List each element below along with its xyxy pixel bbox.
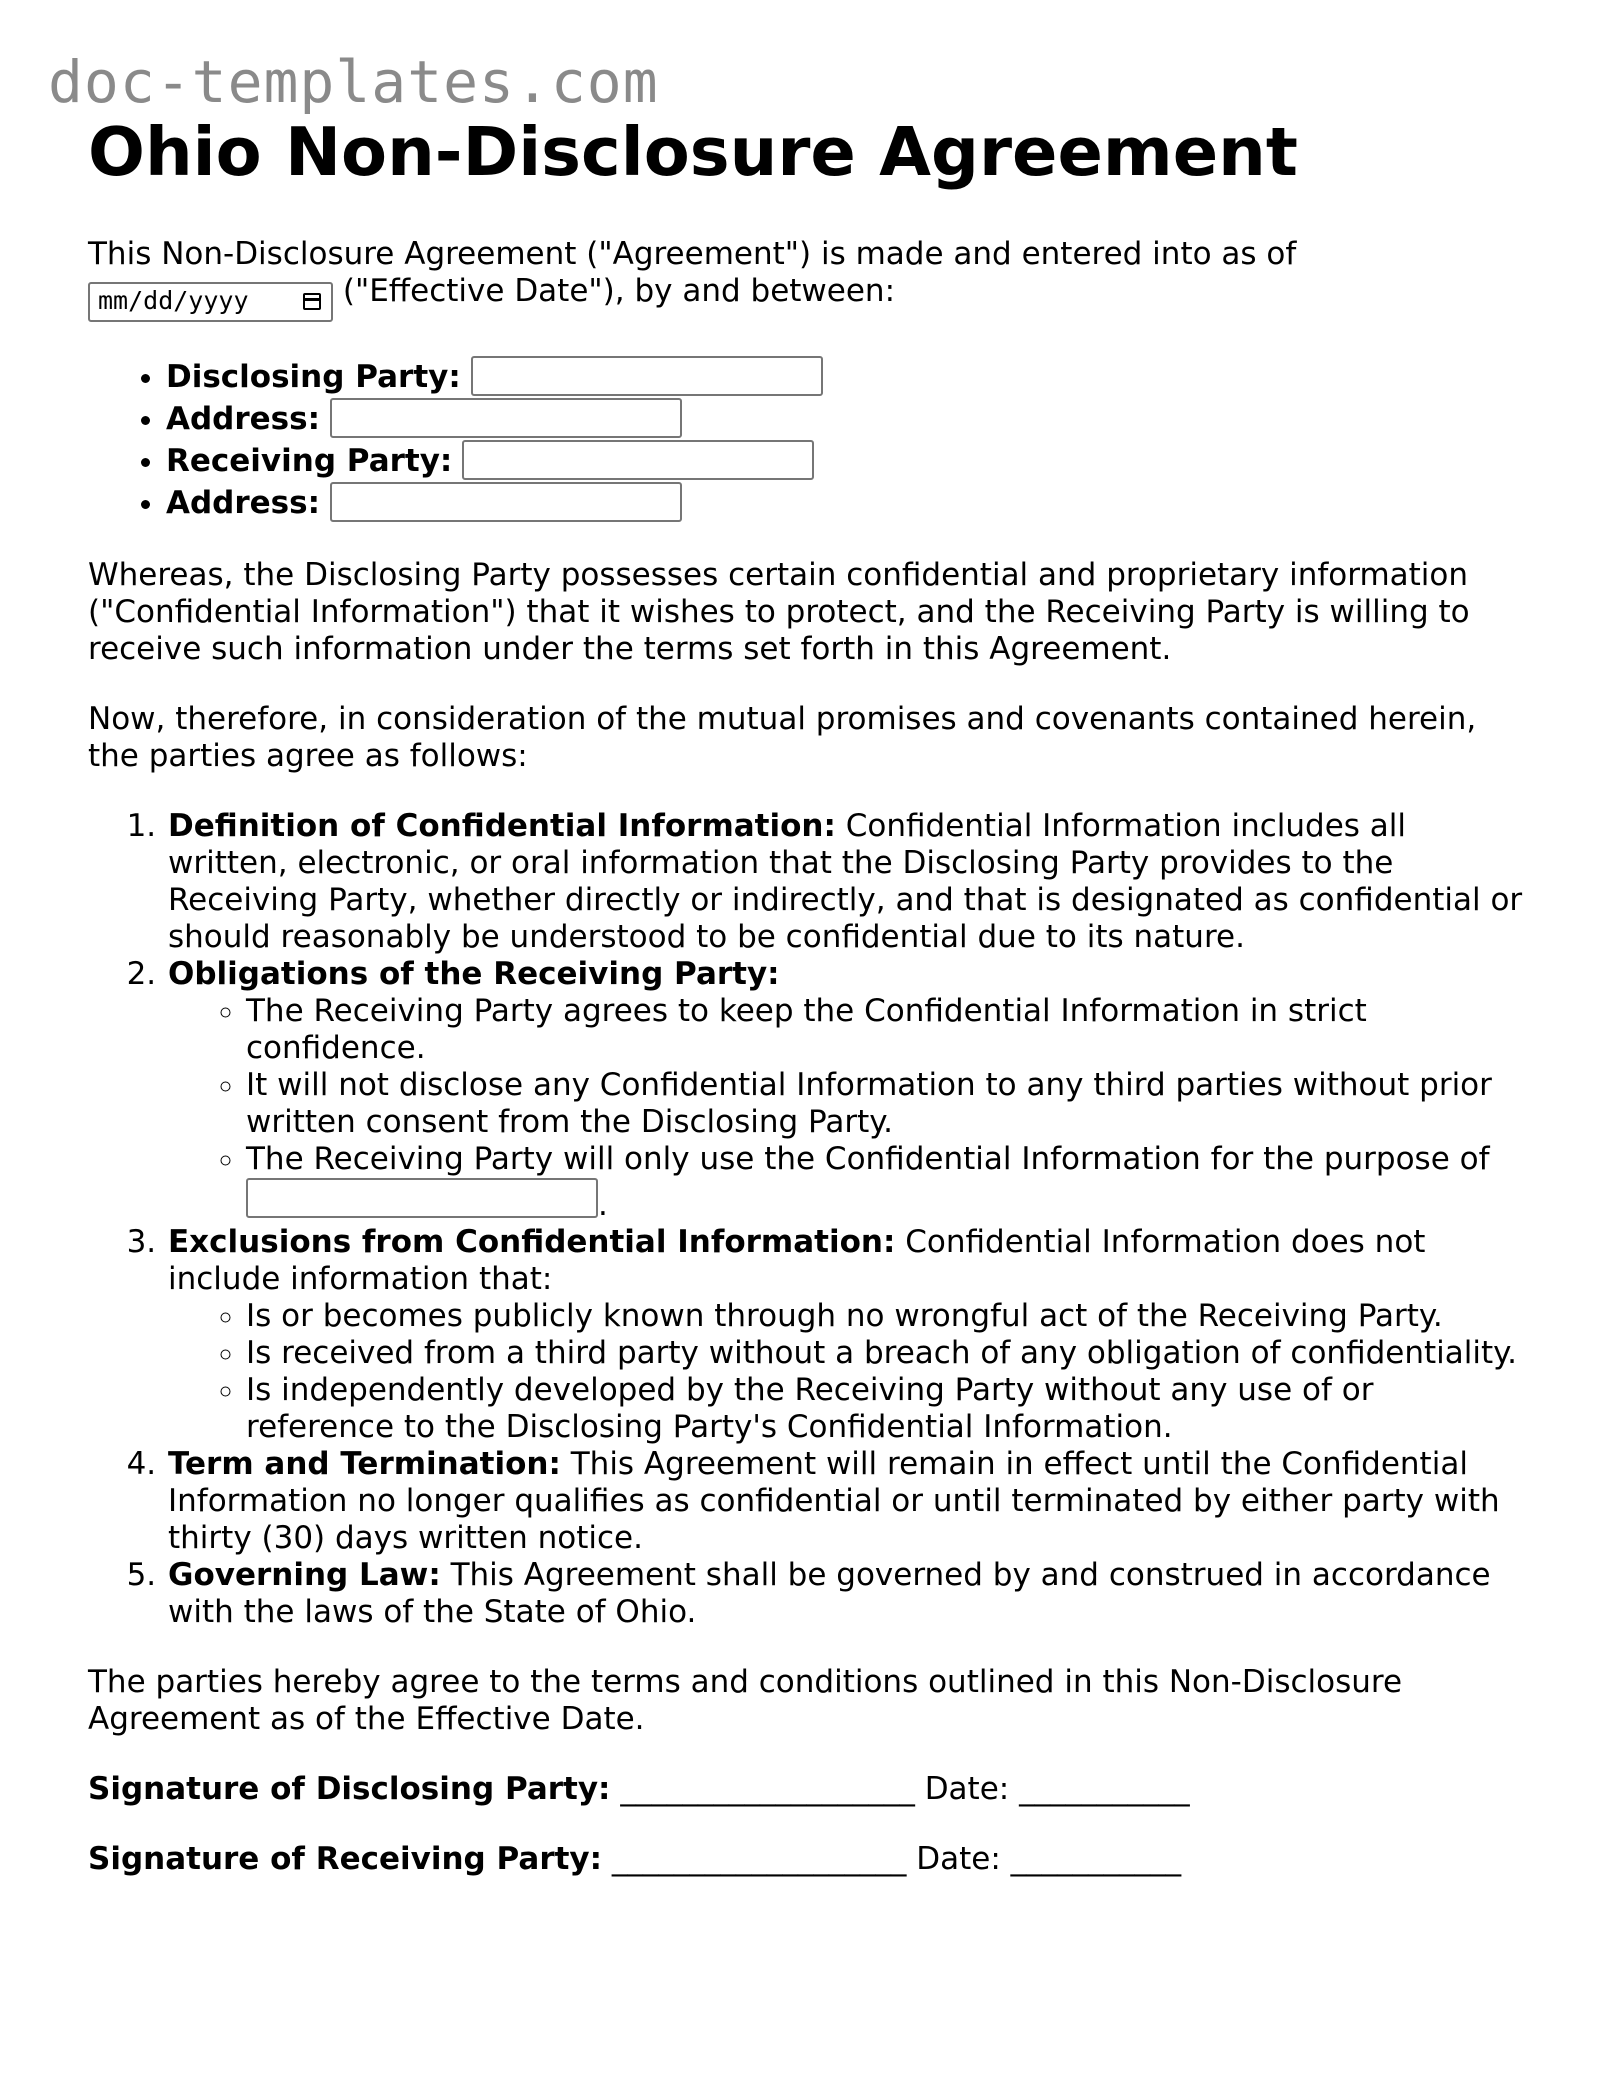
exclusion-item: ◦ Is or becomes publicly known through no wrongful act of the Receiving Party. bbox=[246, 1298, 1528, 1335]
term-heading: Obligations of the Receiving Party: bbox=[168, 956, 780, 992]
exclusions-list bbox=[168, 1298, 1528, 1446]
terms-list bbox=[88, 808, 1528, 1631]
term-body: This Agreement shall be governed by and construed in accordance with the laws of the State of Ohio. bbox=[168, 1557, 1491, 1630]
page-title: Ohio Non-Disclosure Agreement bbox=[88, 113, 1298, 191]
signature-label: Signature of Receiving Party: bbox=[88, 1841, 603, 1877]
intro-text-after: ("Effective Date"), by and between: bbox=[342, 273, 896, 309]
term-body: This Agreement will remain in effect until the Confidential Information no longer qualifies as confidential or until terminated by either party with thirty (30) days written notice. bbox=[168, 1446, 1500, 1556]
receiving-party-field[interactable] bbox=[462, 440, 814, 480]
party-item bbox=[166, 482, 1528, 524]
party-item bbox=[166, 440, 1528, 482]
party-item bbox=[166, 398, 1528, 440]
calendar-icon[interactable] bbox=[303, 293, 321, 310]
party-item bbox=[166, 356, 1528, 398]
disclosing-address-field[interactable] bbox=[330, 398, 682, 438]
date-placeholder: mm/dd/yyyy bbox=[98, 286, 249, 315]
term-heading: Definition of Confidential Information: bbox=[168, 808, 836, 844]
whereas-paragraph: Whereas, the Disclosing Party possesses certain confidential and proprietary information ("Confidential Information") that it wishes to protect, and the Receiving Party is willing to receive such information under the terms set forth in this Agreement. bbox=[88, 557, 1470, 667]
signature-label: Signature of Disclosing Party: bbox=[88, 1771, 611, 1807]
term-exclusions bbox=[166, 1224, 1528, 1446]
signature-disclosing bbox=[88, 1771, 1528, 1808]
term-governing-law bbox=[166, 1557, 1528, 1631]
date-label: Date: bbox=[916, 1841, 1001, 1877]
term-obligations bbox=[166, 956, 1528, 1224]
obligation-item: ◦ It will not disclose any Confidential Information to any third parties without prior written consent from the Disclosing Party. bbox=[246, 1067, 1528, 1141]
signature-line: ___________________ bbox=[611, 1841, 907, 1877]
signature-line: ___________________ bbox=[620, 1771, 915, 1807]
document bbox=[88, 112, 1528, 1878]
purpose-field[interactable] bbox=[246, 1178, 598, 1218]
date-line: ___________ bbox=[1010, 1841, 1182, 1877]
effective-date-input[interactable] bbox=[88, 282, 333, 322]
party-label: Address: bbox=[166, 485, 320, 521]
party-label: Address: bbox=[166, 401, 320, 437]
term-termination bbox=[166, 1446, 1528, 1557]
watermark: doc-templates.com bbox=[48, 48, 659, 116]
party-label: Disclosing Party: bbox=[166, 359, 461, 395]
signature-receiving bbox=[88, 1841, 1528, 1878]
intro-paragraph bbox=[88, 236, 1528, 322]
obligation-item: ◦ The Receiving Party agrees to keep the Confidential Information in strict confidence. bbox=[246, 993, 1528, 1067]
obligations-list bbox=[168, 993, 1528, 1224]
purpose-suffix: . bbox=[598, 1187, 608, 1223]
term-heading: Exclusions from Confidential Information: bbox=[168, 1224, 896, 1260]
date-line: ___________ bbox=[1019, 1771, 1190, 1807]
party-label: Receiving Party: bbox=[166, 443, 453, 479]
disclosing-party-field[interactable] bbox=[471, 356, 823, 396]
term-definition bbox=[166, 808, 1528, 956]
obligation-purpose-text: The Receiving Party will only use the Confidential Information for the purpose of bbox=[246, 1141, 1490, 1177]
term-body: Confidential Information includes all written, electronic, or oral information that the Disclosing Party provides to the Receiving Party, whether directly or indirectly, and that is designated as confidential or should reasonably be understood to be confidential due to its nature. bbox=[168, 808, 1523, 955]
closing-paragraph: The parties hereby agree to the terms and conditions outlined in this Non-Disclosure Agreement as of the Effective Date. bbox=[88, 1664, 1403, 1737]
exclusion-item: ◦ Is received from a third party without a breach of any obligation of confidentiality. bbox=[246, 1335, 1528, 1372]
now-therefore-paragraph: Now, therefore, in consideration of the mutual promises and covenants contained herein, the parties agree as follows: bbox=[88, 701, 1477, 774]
term-body: Confidential Information does not include information that: bbox=[168, 1224, 1426, 1297]
intro-text-before: This Non-Disclosure Agreement ("Agreement") is made and entered into as of bbox=[88, 236, 1297, 272]
receiving-address-field[interactable] bbox=[330, 482, 682, 522]
date-label: Date: bbox=[924, 1771, 1010, 1807]
exclusion-item: ◦ Is independently developed by the Receiving Party without any use of or reference to the Disclosing Party's Confidential Information. bbox=[246, 1372, 1528, 1446]
term-heading: Term and Termination: bbox=[168, 1446, 561, 1482]
parties-list bbox=[88, 356, 1528, 524]
term-heading: Governing Law: bbox=[168, 1557, 441, 1593]
obligation-item bbox=[246, 1141, 1528, 1224]
